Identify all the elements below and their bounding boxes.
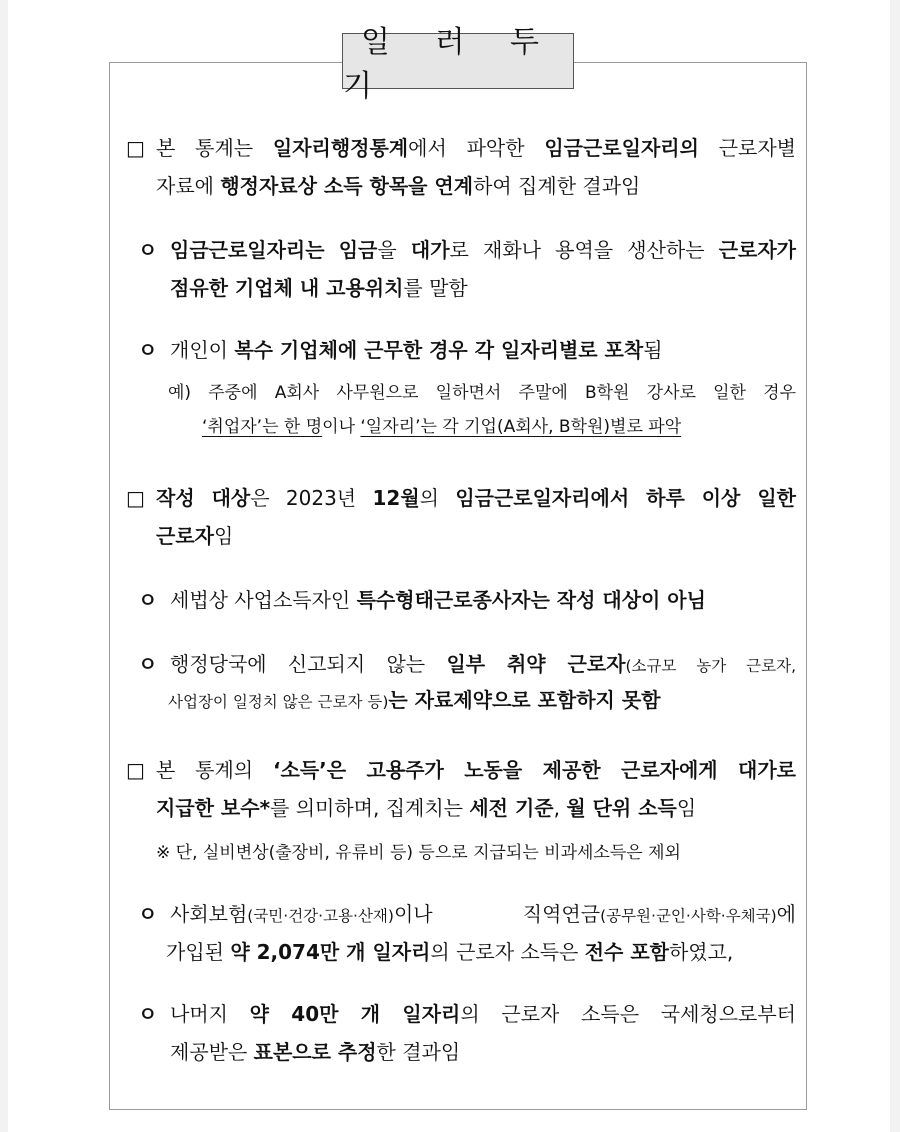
circle-bullet-icon: ㅇ [138, 338, 158, 362]
example-line2: ‘취업자’는 한 명이나 ‘일자리’는 각 기업(A회사, B학원)별로 파악 [202, 417, 682, 437]
section3b-line2: 제공받은 표본으로 추정한 결과임 [170, 1040, 461, 1064]
circle-bullet-icon: ㅇ [138, 238, 158, 262]
example-line1: 예) 주중에 A회사 사무원으로 일하면서 주말에 B학원 강사로 일한 경우 [168, 383, 796, 403]
section2a-line1: ㅇ 세법상 사업소득자인 특수형태근로종사자는 작성 대상이 아님 [138, 580, 706, 620]
section2b-line1: ㅇ 행정당국에 신고되지 않는 일부 취약 근로자(소규모 농가 근로자, [138, 644, 796, 686]
section3a-line1: ㅇ 사회보험(국민·건강·고용·산재)이나 직역연금(공무원·군인·사학·우체국)에 [138, 894, 796, 936]
section3-line2: 지급한 보수*를 의미하며, 집계치는 세전 기준, 월 단위 소득임 [156, 796, 697, 820]
section1b-line1: ㅇ 개인이 복수 기업체에 근무한 경우 각 일자리별로 포착됨 [138, 330, 663, 370]
section2b-line2: 사업장이 일정치 않은 근로자 등)는 자료제약으로 포함하지 못함 [168, 688, 661, 712]
circle-bullet-icon: ㅇ [138, 902, 158, 926]
circle-bullet-icon: ㅇ [138, 1002, 158, 1026]
note-line: ※ 단, 실비변상(출장비, 유류비 등) 등으로 지급되는 비과세소득은 제외 [156, 843, 681, 863]
section2-line1: □ 작성 대상은 2023년 12월의 임금근로일자리에서 하루 이상 일한 [126, 478, 796, 518]
section1-line1: □ 본 통계는 일자리행정통계에서 파악한 임금근로일자리의 근로자별 [126, 128, 796, 168]
circle-bullet-icon: ㅇ [138, 588, 158, 612]
section1a-line2: 점유한 기업체 내 고용위치를 말함 [170, 276, 468, 300]
section2-line2: 근로자임 [156, 524, 234, 548]
circle-bullet-icon: ㅇ [138, 652, 158, 676]
section3a-line2: 가입된 약 2,074만 개 일자리의 근로자 소득은 전수 포함하였고, [166, 940, 734, 964]
document-page [8, 0, 890, 1132]
section3b-line1: ㅇ 나머지 약 40만 개 일자리의 근로자 소득은 국세청으로부터 [138, 994, 796, 1034]
page-title: 일 러 두 기 [342, 33, 574, 89]
section1-line2: 자료에 행정자료상 소득 항목을 연계하여 집계한 결과임 [156, 174, 641, 198]
square-bullet-icon: □ [126, 758, 145, 782]
section1a-line1: ㅇ 임금근로일자리는 임금을 대가로 재화나 용역을 생산하는 근로자가 [138, 230, 796, 270]
square-bullet-icon: □ [126, 136, 145, 160]
section3-line1: □ 본 통계의 ‘소득’은 고용주가 노동을 제공한 근로자에게 대가로 [126, 750, 796, 790]
square-bullet-icon: □ [126, 486, 145, 510]
